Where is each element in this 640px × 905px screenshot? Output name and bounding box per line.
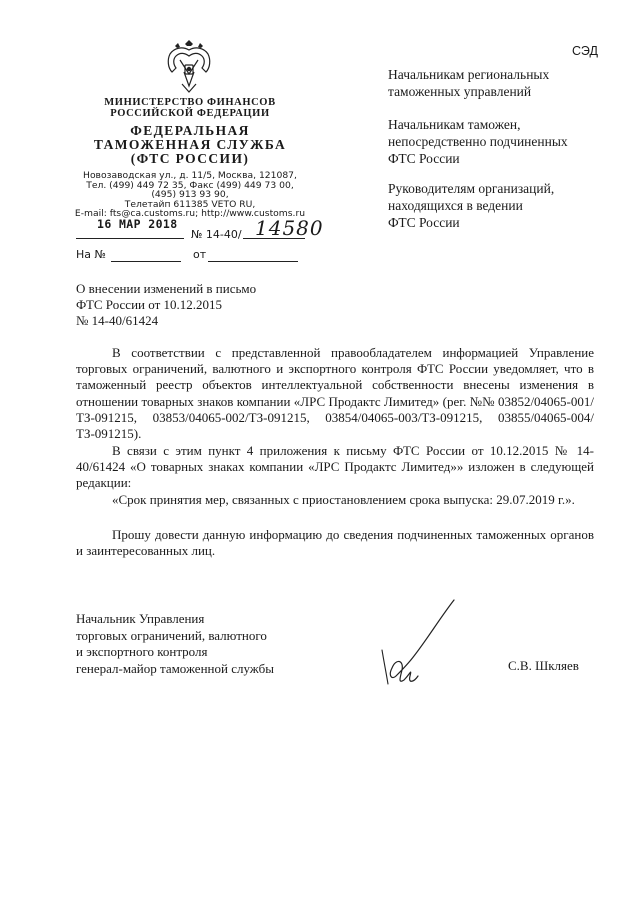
signatory-title-line: Начальник Управления [76, 611, 205, 626]
address-line-2: Тел. (499) 449 72 35, Факс (499) 449 73 00, [86, 179, 294, 191]
address-line-3: (495) 913 93 90, [151, 189, 229, 200]
addressee-line: таможенных управлений [388, 84, 532, 99]
address-line-4: Телетайп 611385 VETO RU, [124, 198, 256, 210]
ministry-line-1: МИНИСТЕРСТВО ФИНАНСОВ [104, 97, 276, 108]
subject-line: ФТС России от 10.12.2015 [76, 297, 223, 312]
outgoing-number-handwritten: 14580 [255, 216, 324, 240]
body-paragraph-4: Прошу довести данную информацию до сведения подчиненных таможенных органов и заинтересованных лиц. [76, 527, 594, 559]
sed-mark: СЭД [572, 44, 598, 58]
addressee-line: ФТС России [388, 215, 460, 230]
coat-of-arms-emblem [162, 40, 216, 96]
addressee-regional-administrations [388, 66, 549, 100]
signatory-title [76, 611, 274, 677]
body-paragraph-1: В соответствии с представленной правообладателем информацией Управление торговых ограничений, валютного и экспортного контроля ФТС России уведомляет, что в таможенный реестр объектов интеллектуальной собственности внесены изменения в отношении товарных знаков компании «ЛРС Продактс Лимитед» (рег. №№ 03852/04065-001/ТЗ-091215, 03853/04065-002/ТЗ-091215, 03854/04065-003/ТЗ-091215, 03855/04065-004/ТЗ-091215). [76, 345, 594, 442]
number-underline [243, 238, 305, 239]
reference-date-label: от [193, 248, 207, 261]
outgoing-number-label: № 14-40/ [191, 228, 242, 241]
addressee-organization-heads [388, 180, 554, 231]
addressee-line: Начальникам региональных [388, 67, 550, 82]
addressee-line: находящихся в ведении [388, 198, 523, 213]
signatory-title-line: и экспортного контроля [76, 644, 208, 659]
addressee-line: ФТС России [388, 151, 460, 166]
body-paragraph-3: «Срок принятия мер, связанных с приостановлением срока выпуска: 29.07.2019 г.». [112, 492, 575, 507]
addressee-line: непосредственно подчиненных [388, 134, 568, 149]
service-name [70, 124, 310, 166]
signatory-title-line: торговых ограничений, валютного [76, 627, 267, 643]
subject-line: № 14-40/61424 [76, 313, 159, 328]
letter-subject [76, 281, 256, 329]
reference-number-line [111, 261, 181, 262]
service-line-2: ТАМОЖЕННАЯ СЛУЖБА [93, 137, 287, 152]
reference-number-label: На № [76, 248, 106, 261]
date-underline [76, 238, 184, 239]
service-line-3: (ФТС РОССИИ) [130, 151, 250, 166]
ministry-line-2: РОССИЙСКОЙ ФЕДЕРАЦИИ [110, 108, 270, 119]
signatory-name: С.В. Шкляев [508, 658, 579, 673]
addressee-line: Руководителям организаций, [388, 181, 555, 196]
ministry-name [70, 97, 310, 119]
address-line-5: E-mail: fts@ca.customs.ru; http://www.customs.ru [74, 208, 306, 219]
address-line-1: Новозаводская ул., д. 11/5, Москва, 121087, [83, 170, 297, 181]
addressee-line: Начальникам таможен, [388, 117, 521, 132]
body-paragraph-2: В связи с этим пункт 4 приложения к письму ФТС России от 10.12.2015 № 14-40/61424 «О товарных знаках компании «ЛРС Продактс Лимитед»» изложен в следующей редакции: [76, 443, 594, 491]
signatory-title-line: генерал-майор таможенной службы [76, 660, 274, 676]
addressee-customs-heads [388, 116, 568, 167]
reference-date-line [208, 261, 298, 262]
contact-address [70, 171, 310, 219]
handwritten-signature [374, 598, 464, 688]
service-line-1: ФЕДЕРАЛЬНАЯ [130, 123, 250, 138]
subject-line: О внесении изменений в письмо [76, 281, 257, 296]
date-stamp: 16 МАР 2018 [97, 217, 178, 231]
